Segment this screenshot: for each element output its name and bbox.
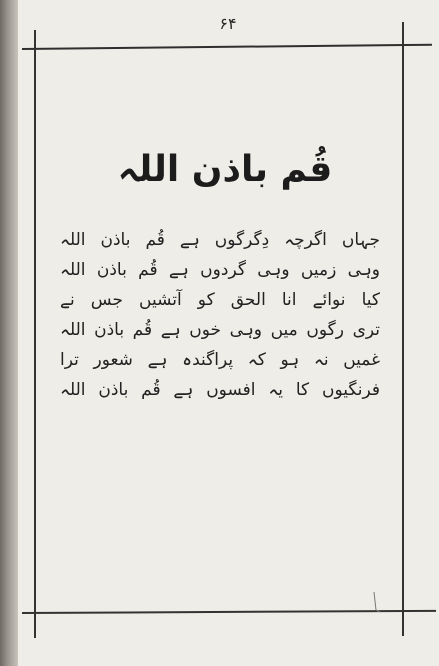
page-number: ۶۴: [219, 14, 237, 33]
verse-line: کیا نوائے انا الحق کو آتشیں جس نے: [60, 290, 380, 310]
poem-title: قُم باذن اللہ: [117, 149, 333, 190]
frame-left-rule: [34, 30, 36, 638]
verse-line: تری رگوں میں وہی خوں ہے قُم باذن اللہ: [60, 320, 380, 340]
verse-line: غمیں نہ ہو کہ پراگندہ ہے شعور ترا: [60, 350, 380, 370]
poem-verses: [60, 225, 380, 405]
verse-line: فرنگیوں کا یہ افسوں ہے قُم باذن اللہ: [60, 380, 380, 400]
frame-right-rule: [402, 22, 404, 636]
verse-line: وہی زمیں وہی گردوں ہے قُم باذن اللہ: [60, 260, 380, 280]
pencil-mark: [370, 590, 390, 614]
verse-line: جہاں اگرچہ دِگرگوں ہے قُم باذن اللہ: [60, 230, 380, 250]
